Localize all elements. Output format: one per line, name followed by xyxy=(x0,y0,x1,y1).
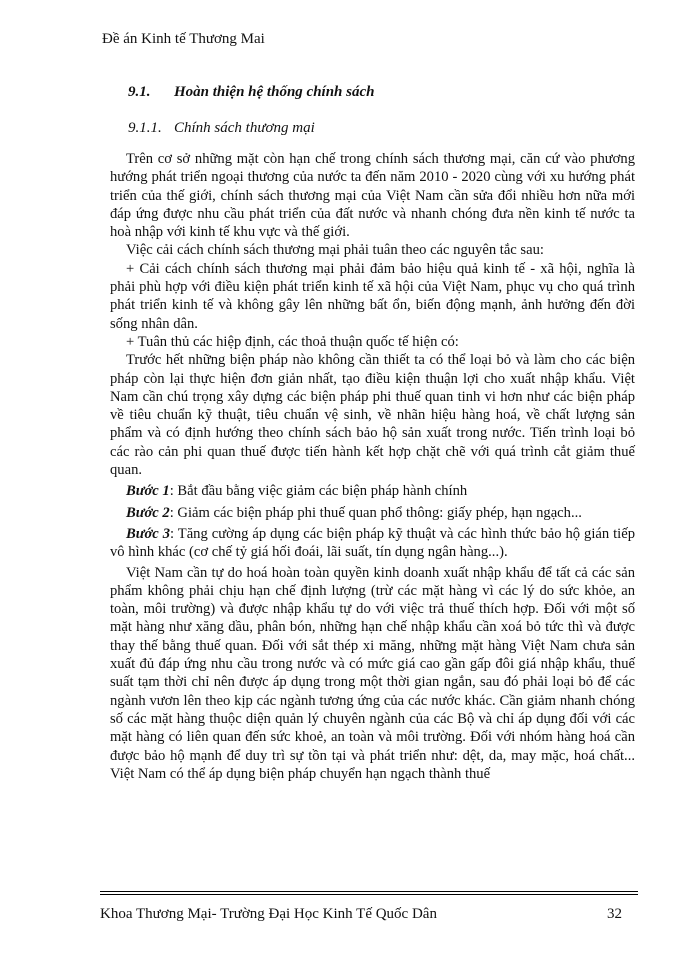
section-number: 9.1. xyxy=(128,84,151,100)
paragraph: Trên cơ sở những mặt còn hạn chế trong chính sách thương mại, căn cứ vào phương hướng phát triển ngoại thương của nước ta đến năm 2010 - 2020 cùng với xu hướng phát triển của thế giới, chính sách thương mại của Việt Nam cần sửa đổi nhiều hơn nữa mới đáp ứng được nhu cầu phát triển của đất nước và nhanh chóng đưa nền kinh tế nước ta hoà nhập với kinh tế khu vực và thế giới. xyxy=(110,151,635,241)
step-item xyxy=(110,525,635,562)
paragraph: Việc cải cách chính sách thương mại phải tuân theo các nguyên tắc sau: xyxy=(126,242,544,259)
paragraph: Trước hết những biện pháp nào không cần thiết ta có thể loại bỏ và làm cho các biện pháp còn lại thực hiện đơn giản nhất, tạo điều kiện thuận lợi cho xuất nhập khẩu. Việt Nam cần chú trọng xây dựng các biện pháp phi thuế quan tinh vi hơn như các biện pháp về tiêu chuẩn kỹ thuật, tiêu chuẩn vệ sinh, về nhãn hiệu hàng hoá, về chất lượng sản phẩm và có định hướng theo chính sách bảo hộ sản xuất trong nước. Tiến trình loại bỏ các rào cản phi quan thuế được tiến hành kết hợp chặt chẽ với quá trình cắt giảm thuế quan. xyxy=(110,352,635,479)
footer-divider xyxy=(100,891,638,895)
page-number: 32 xyxy=(607,906,622,922)
running-header: Đề án Kinh tế Thương Mai xyxy=(102,31,265,47)
step-text: : Bắt đầu bằng việc giảm các biện pháp hành chính xyxy=(169,483,468,500)
body-text xyxy=(110,150,635,783)
step-label: Bước 3 xyxy=(126,525,171,542)
paragraph: + Cải cách chính sách thương mại phải đảm bảo hiệu quả kinh tế - xã hội, nghĩa là phải phù hợp với điều kiện phát triển kinh tế xã hội của Việt Nam, phục vụ cho quá trình phát triển kinh tế và không gây lên những bất ổn, biến động mạnh, ảnh hưởng đến đời sống nhân dân. xyxy=(110,260,635,332)
step-label: Bước 1 xyxy=(126,483,170,500)
step-label: Bước 2 xyxy=(126,504,170,521)
step-item xyxy=(110,504,635,522)
footer-text: Khoa Thương Mại- Trường Đại Học Kinh Tế Quốc Dân xyxy=(100,906,437,922)
subsection-heading xyxy=(128,120,315,137)
subsection-title: Chính sách thương mại xyxy=(174,120,315,136)
paragraph: + Tuân thủ các hiệp định, các thoả thuận quốc tế hiện có: xyxy=(126,333,459,350)
step-text: : Giảm các biện pháp phi thuế quan phổ thông: giấy phép, hạn ngạch... xyxy=(169,504,582,521)
section-heading xyxy=(128,84,374,101)
step-text: : Tăng cường áp dụng các biện pháp kỹ thuật và các hình thức bảo hộ gián tiếp vô hình khác (cơ chế tỷ giá hối đoái, lãi suất, tín dụng ngân hàng...). xyxy=(110,525,635,561)
subsection-number: 9.1.1. xyxy=(128,120,162,136)
paragraph: Việt Nam cần tự do hoá hoàn toàn quyền kinh doanh xuất nhập khẩu để tất cả các sản phẩm không phải chịu hạn chế định lượng (trừ các mặt hàng vì các lý do sức khỏe, an toàn, môi trường) và được nhập khẩu tự do với việc trả thuế thích hợp. Đối với một số mặt hàng như xăng dầu, phân bón, những hạn chế nhập khẩu cần xoá bỏ tức thì và được thay thế bằng thuế quan. Đối với sắt thép xi măng, những mặt hàng Việt Nam chưa sản xuất đủ đáp ứng nhu cầu trong nước và có mức giá cao gần gấp đôi giá nhập khẩu, thuế suất tạm thời chỉ nên được áp dụng trong một thời gian ngắn, sau đó phải loại bỏ để các ngành vươn lên theo kịp các ngành tương ứng của các nước khác. Cần giảm nhanh chóng số các mặt hàng thuộc diện quản lý chuyên ngành của các Bộ và chỉ áp dụng đối với các mặt hàng có liên quan đến sức khoẻ, an toàn và môi trường. Đối với nhóm hàng hoá cần được bảo hộ mạnh để duy trì sự tồn tại và phát triển như: dệt, da, may mặc, hoá chất... Việt Nam có thể áp dụng biện pháp chuyển hạn ngạch thành thuế xyxy=(110,564,635,782)
section-title: Hoàn thiện hệ thống chính sách xyxy=(174,84,375,100)
step-item xyxy=(110,482,635,500)
